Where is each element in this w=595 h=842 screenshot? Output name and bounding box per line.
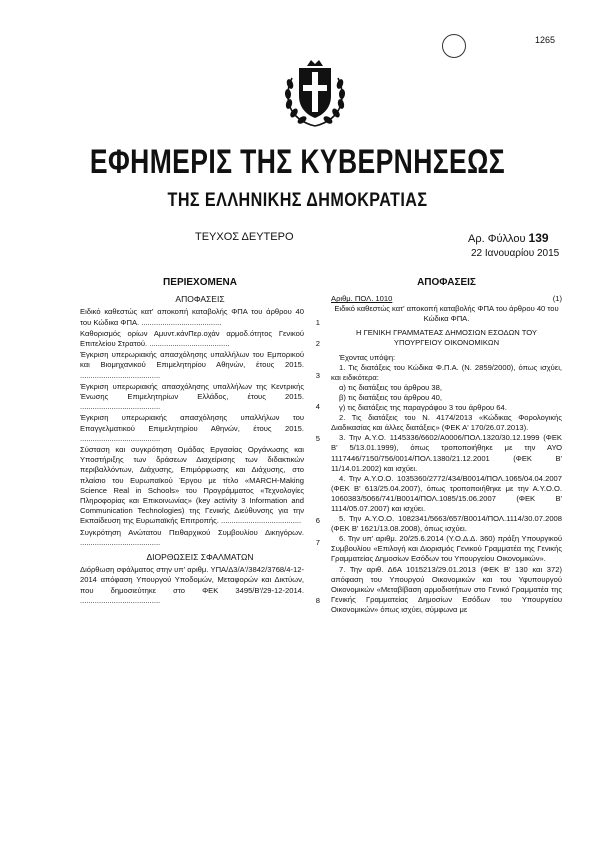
stamp-seal-icon xyxy=(442,34,466,58)
toc-item-text: Σύσταση και συγκρότηση Ομάδας Εργασίας Οργάνωσης και Υποστήριξης των δράσεων Διαχείρισης των διδακτικών περιβαλλόντων, Διάχυσης, Επιμόρφωσης και Διάχυσης, στο πλαίσιο του Ευρωπαϊκού Έργου με τίτλο «MARCH-Making Science Real in Schools» του Προγράμματος «Τεχνολογίες Πληροφορίας και Επικοινωνίας» (key activity 3 Information and Communication Technologies) της Γενικής Διεύθυνσης για την Εκπαίδευση της Ευρωπαϊκής Επιτροπής. ...................................... xyxy=(80,445,304,526)
toc-item-text: Καθορισμός ορίων Αμυντ.κάνΠερ.οχάν αρμοδ.ότητος Γενικού Επιτελείου Στρατού. ...................................... xyxy=(80,328,304,349)
toc-item-page: 2 xyxy=(315,339,320,349)
toc-item-page: 8 xyxy=(315,595,320,605)
issue-label: ΤΕΥΧΟΣ ΔΕΥΤΕΡΟ xyxy=(195,231,294,243)
decision-paragraph: 2. Τις διατάξεις του Ν. 4174/2013 «Κώδικας Φορολογικής Διαδικασίας και άλλες διατάξεις» (ΦΕΚ Α' 170/26.07.2013). xyxy=(331,413,562,433)
coat-of-arms-icon xyxy=(282,58,348,130)
decision-paragraph: 4. Την Α.Υ.Ο.Ο. 1035360/2772/434/Β0014/ΠΟΛ.1065/04.04.2007 (ΦΕΚ Β' 613/25.04.2007), όπως τροποποιήθηκε με την Α.Υ.Ο.Ο. 1060383/5066/741/Β0014/ΠΟΛ.1085/15.06.2007 (ΦΕΚ Β' 1114/05.07.2007) και ισχύει. xyxy=(331,473,562,513)
decision-title: Ειδικό καθεστώς κατ' αποκοπή καταβολής ΦΠΑ του άρθρου 40 του Κώδικα ΦΠΑ. xyxy=(334,304,559,324)
decision-paragraph: 3. Την Α.Υ.Ο. 1145336/6602/Α0006/ΠΟΛ.1320/30.12.1999 (ΦΕΚ Β' 5/13.01.1999), όπως τροποποιήθηκε με την ΑΥΟ 1117446/7150/756/0014/ΠΟΛ.1380/21.12.2001 (ΦΕΚ Β' 11/14.01.2002) και ισχύει. xyxy=(331,433,562,473)
decision-reference-line xyxy=(331,294,562,304)
toc-item[interactable] xyxy=(80,445,320,527)
decision-paragraph: 6. Την υπ' αριθμ. 20/25.6.2014 (Υ.Ο.Δ.Δ. 360) πράξη Υπουργικού Συμβουλίου «Επιλογή και Διορισμός Γενικού Γραμματέα της Γενικής Γραμματείας Δημοσίων Εσόδων του Υπουργείου Οικονομικών». xyxy=(331,534,562,564)
toc-item-page: 7 xyxy=(315,537,320,547)
toc-item[interactable] xyxy=(80,307,320,327)
toc-item-text: Ειδικό καθεστώς κατ' αποκοπή καταβολής ΦΠΑ του άρθρου 40 του Κώδικα ΦΠΑ. ...................................... xyxy=(80,307,304,327)
issuing-authority: Η ΓΕΝΙΚΗ ΓΡΑΜΜΑΤΕΑΣ ΔΗΜΟΣΙΩΝ ΕΣΟΔΩΝ ΤΟΥ ΥΠΟΥΡΓΕΙΟΥ ΟΙΚΟΝΟΜΙΚΩΝ xyxy=(356,328,537,348)
toc-item[interactable] xyxy=(80,350,320,381)
toc-item-text: Έγκριση υπερωριακής απασχόλησης υπαλλήλων της Κεντρικής Ένωσης Επιμελητηρίων Ελλάδος, έτους 2015. ...................................... xyxy=(80,381,304,412)
decision-reference: Αριθμ. ΠΟΛ. 1010 xyxy=(331,294,393,304)
decision-paragraph: γ) τις διατάξεις της παραγράφου 3 του άρθρου 64. xyxy=(339,403,507,413)
decision-paragraph: 1. Τις διατάξεις του Κώδικα Φ.Π.Α. (Ν. 2859/2000), όπως ισχύει, και ειδικότερα: xyxy=(331,362,562,382)
issue-date: 22 Ιανουαρίου 2015 xyxy=(471,248,560,259)
toc-item-page: 1 xyxy=(315,317,320,327)
sheet-number xyxy=(468,231,549,245)
toc-item[interactable] xyxy=(80,413,320,444)
gazette-subtitle: ΤΗΣ ΕΛΛΗΝΙΚΗΣ ΔΗΜΟΚΡΑΤΙΑΣ xyxy=(167,190,428,211)
decision-number: (1) xyxy=(552,294,562,304)
toc-item[interactable] xyxy=(80,329,320,349)
toc-item[interactable] xyxy=(80,565,320,606)
decision-paragraph: 5. Την Α.Υ.Ο.Ο. 1082341/5663/657/Β0014/ΠΟΛ.1114/30.07.2008 (ΦΕΚ Β' 1621/13.08.2008), όπως ισχύει. xyxy=(331,514,562,534)
sheet-label: Αρ. Φύλλου xyxy=(468,233,526,245)
toc-section-decisions: ΑΠΟΦΑΣΕΙΣ xyxy=(175,294,225,305)
table-of-contents xyxy=(80,278,320,607)
toc-item-page: 4 xyxy=(315,402,320,412)
sheet-number-value: 139 xyxy=(528,231,549,245)
toc-section-corrections: ΔΙΟΡΘΩΣΕΙΣ ΣΦΑΛΜΑΤΩΝ xyxy=(146,552,254,563)
toc-item-text: Έγκριση υπερωριακής απασχόλησης υπαλλήλων του Εμπορικού και Βιομηχανικού Επιμελητηρίου Αθηνών, έτους 2015. ...................................... xyxy=(80,350,304,380)
decision-paragraph: β) τις διατάξεις του άρθρου 40, xyxy=(339,392,442,402)
toc-item[interactable] xyxy=(80,528,320,548)
toc-heading: ΠΕΡΙΕΧΟΜΕΝΑ xyxy=(163,277,237,288)
decision-paragraph: α) τις διατάξεις του άρθρου 38, xyxy=(339,382,442,392)
toc-item-page: 3 xyxy=(315,370,320,380)
page-number: 1265 xyxy=(535,35,556,45)
toc-item-page: 6 xyxy=(315,516,320,526)
toc-item-text: Διόρθωση σφάλματος στην υπ' αριθμ. ΥΠΑ/Δ3/Α'/3842/3768/4-12-2014 απόφαση Υπουργού Υποδομών, Μεταφορών και Δικτύων, που δημοσιεύτηκε στο ΦΕΚ 3495/Β'/29-12-2014. ...................................... xyxy=(80,565,304,605)
decisions-heading: ΑΠΟΦΑΣΕΙΣ xyxy=(417,277,476,288)
toc-item-text: Έγκριση υπερωριακής απασχόλησης υπαλλήλων του Επαγγελματικού Επιμελητηρίου Αθηνών, έτους 2015. ...................................... xyxy=(80,413,304,443)
digital-signature-stamp xyxy=(418,30,468,66)
toc-item[interactable] xyxy=(80,382,320,413)
toc-item-page: 5 xyxy=(315,433,320,443)
toc-item-text: Συγκρότηση Ανώτατου Πειθαρχικού Συμβουλίου Δικηγόρων. ...................................... xyxy=(80,527,304,547)
decisions-column xyxy=(331,278,562,615)
decision-paragraph: 7. Την αριθ. Δ6Α 1015213/29.01.2013 (ΦΕΚ Β' 130 και 372) απόφαση του Υπουργού Οικονομικών και του Υφυπουργού Οικονομικών «Μεταβίβαση αρμοδιοτήτων στο Γενικό Γραμματέα της Γενικής Γραμματείας Δημοσίων Εσόδων του Υπουργείου Οικονομικών» όπως ισχύει, σύμφωνα με xyxy=(331,564,562,614)
gazette-title: ΕΦΗΜΕΡΙΣ ΤΗΣ ΚΥΒΕΡΝΗΣΕΩΣ xyxy=(89,143,506,181)
considering-label: Έχοντας υπόψη: xyxy=(339,352,396,362)
